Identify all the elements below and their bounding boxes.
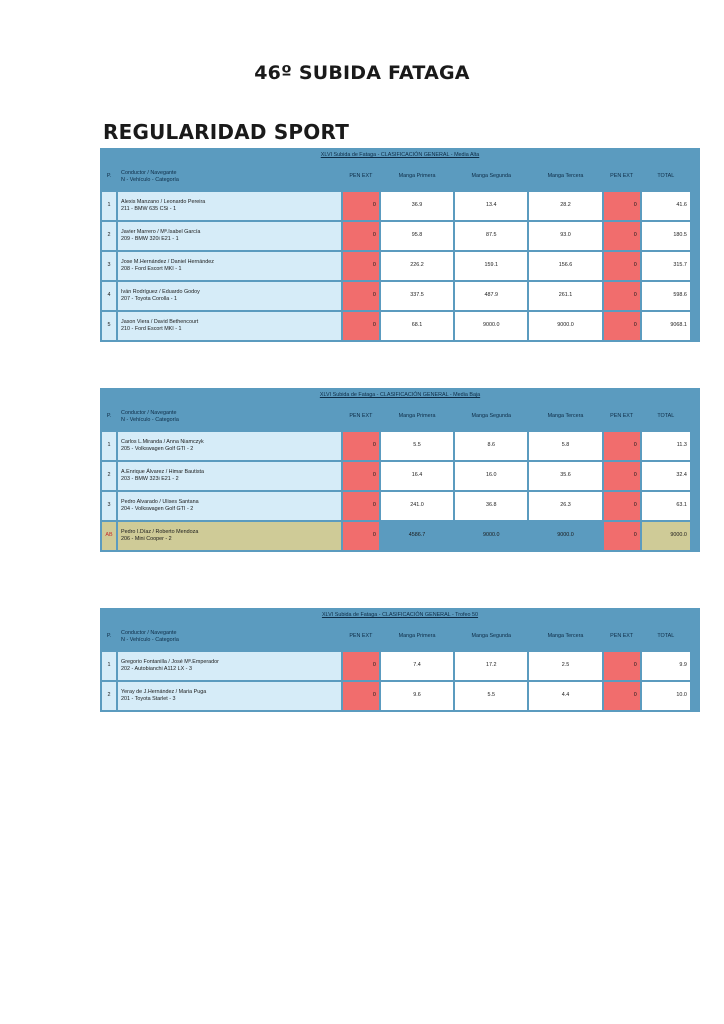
crew-cell-value: 210 - Ford Escort MKI - 1 [121, 326, 182, 332]
manga-primera-cell [381, 282, 453, 310]
table-caption: XLVI Subida de Fataga - CLASIFICACIÓN GENERAL - Trofeo 50 [102, 610, 698, 622]
header-pen-ext-label: PEN EXT [349, 173, 373, 180]
penalty-cell-value: 0 [633, 262, 637, 269]
crew-cell [118, 682, 341, 710]
header-driver-label: Conductor / Navegante [121, 169, 177, 176]
header-driver-label: Conductor / Navegante [121, 629, 177, 636]
manga-primera-cell [381, 222, 453, 250]
header-total-label: TOTAL [657, 413, 675, 420]
manga-segunda-cell [455, 682, 527, 710]
manga-tercera-cell [529, 652, 601, 680]
manga-segunda-cell [455, 652, 527, 680]
position-cell-value: 1 [107, 442, 111, 449]
manga-primera-cell-value: 7.4 [413, 662, 421, 669]
manga-primera-cell [381, 192, 453, 220]
header-manga-tercera-label: Manga Tercera [547, 173, 584, 180]
crew-cell-value: 204 - Volkswagen Golf GTI - 2 [121, 506, 194, 512]
crew-cell-value: 211 - BMW 635 CSi - 1 [121, 206, 177, 212]
penalty-cell [343, 312, 379, 340]
crew-cell [118, 432, 341, 460]
header-total-label: TOTAL [657, 173, 675, 180]
manga-segunda-cell-value: 8.6 [487, 442, 495, 449]
header-driver-label: N - Vehículo - Categoría [121, 177, 179, 183]
header-position [102, 164, 116, 190]
crew-cell-value: 205 - Volkswagen Golf GTI - 2 [121, 446, 194, 452]
position-cell [102, 432, 116, 460]
row-end-cell [692, 252, 698, 280]
row-end-cell [692, 462, 698, 490]
penalty-cell-value: 0 [633, 322, 637, 329]
penalty-cell [604, 192, 640, 220]
manga-tercera-cell [529, 222, 601, 250]
header-pen-ext-label: PEN EXT [349, 633, 373, 640]
row-end-cell [692, 652, 698, 680]
row-end-cell [692, 192, 698, 220]
manga-tercera-cell-value: 156.6 [558, 262, 573, 269]
penalty-cell [343, 432, 379, 460]
total-cell [642, 282, 690, 310]
manga-tercera-cell [529, 522, 601, 550]
manga-tercera-cell [529, 192, 601, 220]
manga-tercera-cell-value: 261.1 [558, 292, 573, 299]
penalty-cell [343, 222, 379, 250]
crew-cell [118, 252, 341, 280]
total-cell [642, 252, 690, 280]
crew-cell-value: Iván Rodríguez / Eduardo Godoy [121, 288, 200, 295]
manga-segunda-cell-value: 13.4 [486, 202, 497, 209]
penalty-cell [604, 222, 640, 250]
manga-segunda-cell [455, 222, 527, 250]
manga-tercera-cell-value: 4.4 [561, 692, 570, 699]
header-driver [118, 624, 341, 650]
header-pen-ext [343, 404, 379, 430]
row-end-cell [692, 282, 698, 310]
header-manga-segunda [455, 404, 527, 430]
header-spacer [692, 404, 698, 430]
table-row [102, 192, 698, 220]
table-row [102, 252, 698, 280]
total-cell [642, 462, 690, 490]
crew-cell [118, 312, 341, 340]
penalty-cell-value: 0 [372, 662, 376, 669]
crew-cell-value: 203 - BMW 323i E21 - 2 [121, 476, 179, 482]
manga-segunda-cell [455, 252, 527, 280]
manga-primera-cell [381, 522, 453, 550]
crew-cell-value: A.Enrique Álvarez / Himar Bautista [121, 468, 205, 475]
penalty-cell-value: 0 [633, 202, 637, 209]
header-pen-ext [604, 624, 640, 650]
manga-primera-cell [381, 682, 453, 710]
manga-segunda-cell-value: 487.9 [484, 292, 498, 299]
table-row [102, 682, 698, 710]
penalty-cell [604, 492, 640, 520]
header-manga-primera-label: Manga Primera [398, 413, 436, 420]
manga-primera-cell-value: 5.5 [413, 442, 421, 449]
header-manga-segunda [455, 164, 527, 190]
manga-primera-cell [381, 492, 453, 520]
penalty-cell [604, 252, 640, 280]
header-manga-primera-label: Manga Primera [398, 633, 436, 640]
manga-primera-cell-value: 241.0 [410, 502, 424, 509]
manga-segunda-cell-value: 159.1 [484, 262, 498, 269]
document-title: 46º SUBIDA FATAGA [254, 62, 470, 84]
penalty-cell [343, 282, 379, 310]
position-cell [102, 462, 116, 490]
manga-tercera-cell [529, 682, 601, 710]
manga-tercera-cell-value: 9000.0 [557, 322, 574, 329]
total-cell [642, 492, 690, 520]
crew-cell-value: Jose M.Hernández / Daniel Hernández [121, 258, 214, 265]
manga-segunda-cell [455, 432, 527, 460]
manga-segunda-cell-value: 87.5 [486, 232, 497, 239]
crew-cell-value: 207 - Toyota Corolla - 1 [121, 296, 177, 302]
manga-primera-cell-value: 226.2 [410, 262, 424, 269]
total-cell-value: 315.7 [673, 262, 687, 269]
results-table [100, 148, 700, 342]
position-cell-value: 1 [107, 202, 111, 209]
results-table [100, 388, 700, 552]
penalty-cell-value: 0 [372, 472, 376, 479]
penalty-cell-value: 0 [633, 292, 637, 299]
manga-primera-cell-value: 9.6 [413, 692, 421, 699]
row-end-cell [692, 682, 698, 710]
total-cell [642, 682, 690, 710]
header-manga-primera [381, 164, 453, 190]
table-header-row [102, 404, 698, 430]
penalty-cell-value: 0 [633, 502, 637, 509]
manga-tercera-cell [529, 462, 601, 490]
header-pen-ext-label: PEN EXT [610, 173, 634, 180]
manga-tercera-cell [529, 432, 601, 460]
manga-segunda-cell [455, 522, 527, 550]
header-pen-ext-label: PEN EXT [610, 413, 634, 420]
penalty-cell [343, 492, 379, 520]
header-driver-label: N - Vehículo - Categoría [121, 417, 179, 423]
total-cell [642, 192, 690, 220]
header-manga-primera [381, 624, 453, 650]
manga-primera-cell-value: 95.8 [411, 232, 423, 239]
table-row [102, 522, 698, 550]
penalty-cell-value: 0 [372, 692, 376, 699]
penalty-cell-value: 0 [633, 442, 637, 449]
position-cell [102, 222, 116, 250]
header-total-label: TOTAL [657, 633, 675, 640]
total-cell-value: 10.0 [676, 692, 687, 699]
manga-segunda-cell [455, 192, 527, 220]
manga-primera-cell-value: 337.5 [410, 292, 424, 299]
position-cell [102, 682, 116, 710]
header-spacer [692, 164, 698, 190]
crew-cell-value: Gregorio Fontanilla / José Mª.Emperador [121, 658, 219, 665]
header-total [642, 624, 690, 650]
penalty-cell-value: 0 [633, 662, 637, 669]
crew-cell-value: Pedro Alvarado / Ulises Santana [121, 498, 199, 505]
penalty-cell-value: 0 [372, 232, 376, 239]
table-row [102, 652, 698, 680]
header-position [102, 404, 116, 430]
position-cell-value: 4 [107, 292, 111, 299]
penalty-cell [343, 522, 379, 550]
total-cell-value: 11.3 [676, 442, 687, 449]
header-manga-tercera-label: Manga Tercera [547, 413, 584, 420]
manga-tercera-cell [529, 312, 601, 340]
crew-cell [118, 222, 341, 250]
total-cell-value: 41.6 [676, 202, 687, 209]
header-pen-ext [343, 624, 379, 650]
header-pen-ext-label: PEN EXT [349, 413, 373, 420]
total-cell [642, 312, 690, 340]
manga-tercera-cell-value: 9000.0 [557, 532, 574, 539]
total-cell [642, 432, 690, 460]
position-cell [102, 652, 116, 680]
manga-tercera-cell-value: 26.3 [560, 502, 571, 509]
header-manga-segunda-label: Manga Segunda [471, 413, 512, 420]
header-manga-tercera [529, 164, 601, 190]
penalty-cell-value: 0 [372, 442, 376, 449]
table-row [102, 222, 698, 250]
table-row [102, 462, 698, 490]
crew-cell [118, 462, 341, 490]
position-cell-value: 3 [107, 502, 111, 509]
crew-cell-value: 202 - Autobianchi A112 LX - 3 [121, 666, 192, 672]
header-manga-primera-label: Manga Primera [398, 173, 436, 180]
crew-cell [118, 652, 341, 680]
manga-primera-cell-value: 4586.7 [408, 532, 426, 539]
row-end-cell [692, 492, 698, 520]
penalty-cell [604, 652, 640, 680]
position-cell [102, 312, 116, 340]
penalty-cell-value: 0 [372, 262, 376, 269]
manga-tercera-cell-value: 2.5 [561, 662, 570, 669]
position-cell-value: 2 [107, 692, 111, 699]
results-table [100, 608, 700, 712]
manga-tercera-cell-value: 35.6 [560, 472, 571, 479]
manga-primera-cell-value: 36.9 [411, 202, 423, 209]
table-header-row [102, 624, 698, 650]
table-row [102, 312, 698, 340]
table-row [102, 432, 698, 460]
crew-cell [118, 192, 341, 220]
manga-segunda-cell-value: 17.2 [486, 662, 497, 669]
position-cell-value: 1 [107, 662, 111, 669]
crew-cell-value: 206 - Mini Cooper - 2 [121, 536, 172, 542]
penalty-cell-value: 0 [372, 202, 376, 209]
penalty-cell [604, 462, 640, 490]
crew-cell [118, 492, 341, 520]
header-total [642, 404, 690, 430]
penalty-cell-value: 0 [372, 502, 376, 509]
position-cell [102, 492, 116, 520]
manga-primera-cell-value: 68.1 [411, 322, 423, 329]
penalty-cell-value: 0 [633, 532, 637, 539]
table-caption: XLVI Subida de Fataga - CLASIFICACIÓN GENERAL - Media Alta [102, 150, 698, 162]
penalty-cell-value: 0 [372, 322, 376, 329]
row-end-cell [692, 432, 698, 460]
total-cell [642, 222, 690, 250]
manga-primera-cell [381, 652, 453, 680]
manga-tercera-cell [529, 492, 601, 520]
position-cell-value: AB [105, 532, 113, 539]
manga-primera-cell [381, 462, 453, 490]
total-cell-value: 180.5 [673, 232, 687, 239]
manga-segunda-cell [455, 462, 527, 490]
header-position-label: P. [106, 173, 112, 180]
manga-primera-cell-value: 16.4 [411, 472, 423, 479]
total-cell-value: 9000.0 [670, 532, 687, 539]
header-driver-label: Conductor / Navegante [121, 409, 177, 416]
header-pen-ext [604, 404, 640, 430]
total-cell [642, 522, 690, 550]
penalty-cell [604, 522, 640, 550]
penalty-cell [604, 282, 640, 310]
penalty-cell-value: 0 [633, 692, 637, 699]
crew-cell-value: 209 - BMW 320i E21 - 1 [121, 236, 179, 242]
header-manga-segunda [455, 624, 527, 650]
row-end-cell [692, 222, 698, 250]
manga-tercera-cell-value: 28.2 [560, 202, 571, 209]
header-manga-primera [381, 404, 453, 430]
header-driver-label: N - Vehículo - Categoría [121, 637, 179, 643]
position-cell [102, 522, 116, 550]
header-position [102, 624, 116, 650]
crew-cell-value: 201 - Toyota Starlet - 3 [121, 696, 176, 702]
header-manga-segunda-label: Manga Segunda [471, 173, 512, 180]
manga-tercera-cell [529, 252, 601, 280]
penalty-cell-value: 0 [372, 292, 376, 299]
crew-cell-value: Yeray de J.Hernández / Maria Puga [121, 688, 207, 695]
position-cell-value: 3 [107, 262, 111, 269]
crew-cell [118, 522, 341, 550]
crew-cell-value: Alexis Manzano / Leonardo Pereira [121, 198, 206, 205]
total-cell-value: 32.4 [676, 472, 687, 479]
manga-segunda-cell-value: 9000.0 [483, 532, 500, 539]
manga-primera-cell [381, 432, 453, 460]
crew-cell-value: Javier Marrero / Mª.Isabel García [121, 228, 201, 235]
penalty-cell [343, 192, 379, 220]
manga-segunda-cell [455, 312, 527, 340]
header-spacer [692, 624, 698, 650]
total-cell [642, 652, 690, 680]
manga-primera-cell [381, 312, 453, 340]
manga-segunda-cell [455, 282, 527, 310]
total-cell-value: 9068.1 [670, 322, 687, 329]
penalty-cell [604, 682, 640, 710]
crew-cell [118, 282, 341, 310]
total-cell-value: 598.6 [673, 292, 687, 299]
total-cell-value: 63.1 [676, 502, 687, 509]
header-manga-segunda-label: Manga Segunda [471, 633, 512, 640]
table-row [102, 492, 698, 520]
header-pen-ext [604, 164, 640, 190]
manga-tercera-cell-value: 93.0 [560, 232, 571, 239]
header-pen-ext-label: PEN EXT [610, 633, 634, 640]
manga-tercera-cell [529, 282, 601, 310]
crew-cell-value: 208 - Ford Escort MKI - 1 [121, 266, 182, 272]
header-driver [118, 404, 341, 430]
manga-segunda-cell-value: 9000.0 [483, 322, 500, 329]
position-cell-value: 2 [107, 472, 111, 479]
header-manga-tercera [529, 404, 601, 430]
section-title: REGULARIDAD SPORT [103, 120, 350, 144]
table-row [102, 282, 698, 310]
header-manga-tercera [529, 624, 601, 650]
crew-cell-value: Carlos L.Miranda / Anna Niamczyk [121, 438, 204, 445]
penalty-cell [604, 432, 640, 460]
penalty-cell [343, 252, 379, 280]
header-manga-tercera-label: Manga Tercera [547, 633, 584, 640]
manga-segunda-cell-value: 36.8 [486, 502, 497, 509]
row-end-cell [692, 312, 698, 340]
penalty-cell-value: 0 [633, 232, 637, 239]
penalty-cell-value: 0 [372, 532, 376, 539]
penalty-cell [343, 462, 379, 490]
manga-primera-cell [381, 252, 453, 280]
position-cell [102, 282, 116, 310]
manga-segunda-cell-value: 5.5 [487, 692, 495, 699]
position-cell-value: 2 [107, 232, 111, 239]
header-pen-ext [343, 164, 379, 190]
position-cell [102, 192, 116, 220]
header-position-label: P. [106, 633, 112, 640]
crew-cell-value: Pedro I.Díaz / Roberto Mendoza [121, 528, 199, 535]
penalty-cell [604, 312, 640, 340]
manga-segunda-cell-value: 16.0 [486, 472, 497, 479]
manga-segunda-cell [455, 492, 527, 520]
position-cell-value: 5 [107, 322, 111, 329]
penalty-cell-value: 0 [633, 472, 637, 479]
crew-cell-value: Jason Viera / David Bethencourt [121, 318, 199, 325]
header-driver [118, 164, 341, 190]
manga-tercera-cell-value: 5.8 [561, 442, 570, 449]
header-total [642, 164, 690, 190]
penalty-cell [343, 682, 379, 710]
table-caption: XLVI Subida de Fataga - CLASIFICACIÓN GENERAL - Media Baja [102, 390, 698, 402]
table-header-row [102, 164, 698, 190]
row-end-cell [692, 522, 698, 550]
position-cell [102, 252, 116, 280]
header-position-label: P. [106, 413, 112, 420]
total-cell-value: 9.9 [679, 662, 687, 669]
penalty-cell [343, 652, 379, 680]
